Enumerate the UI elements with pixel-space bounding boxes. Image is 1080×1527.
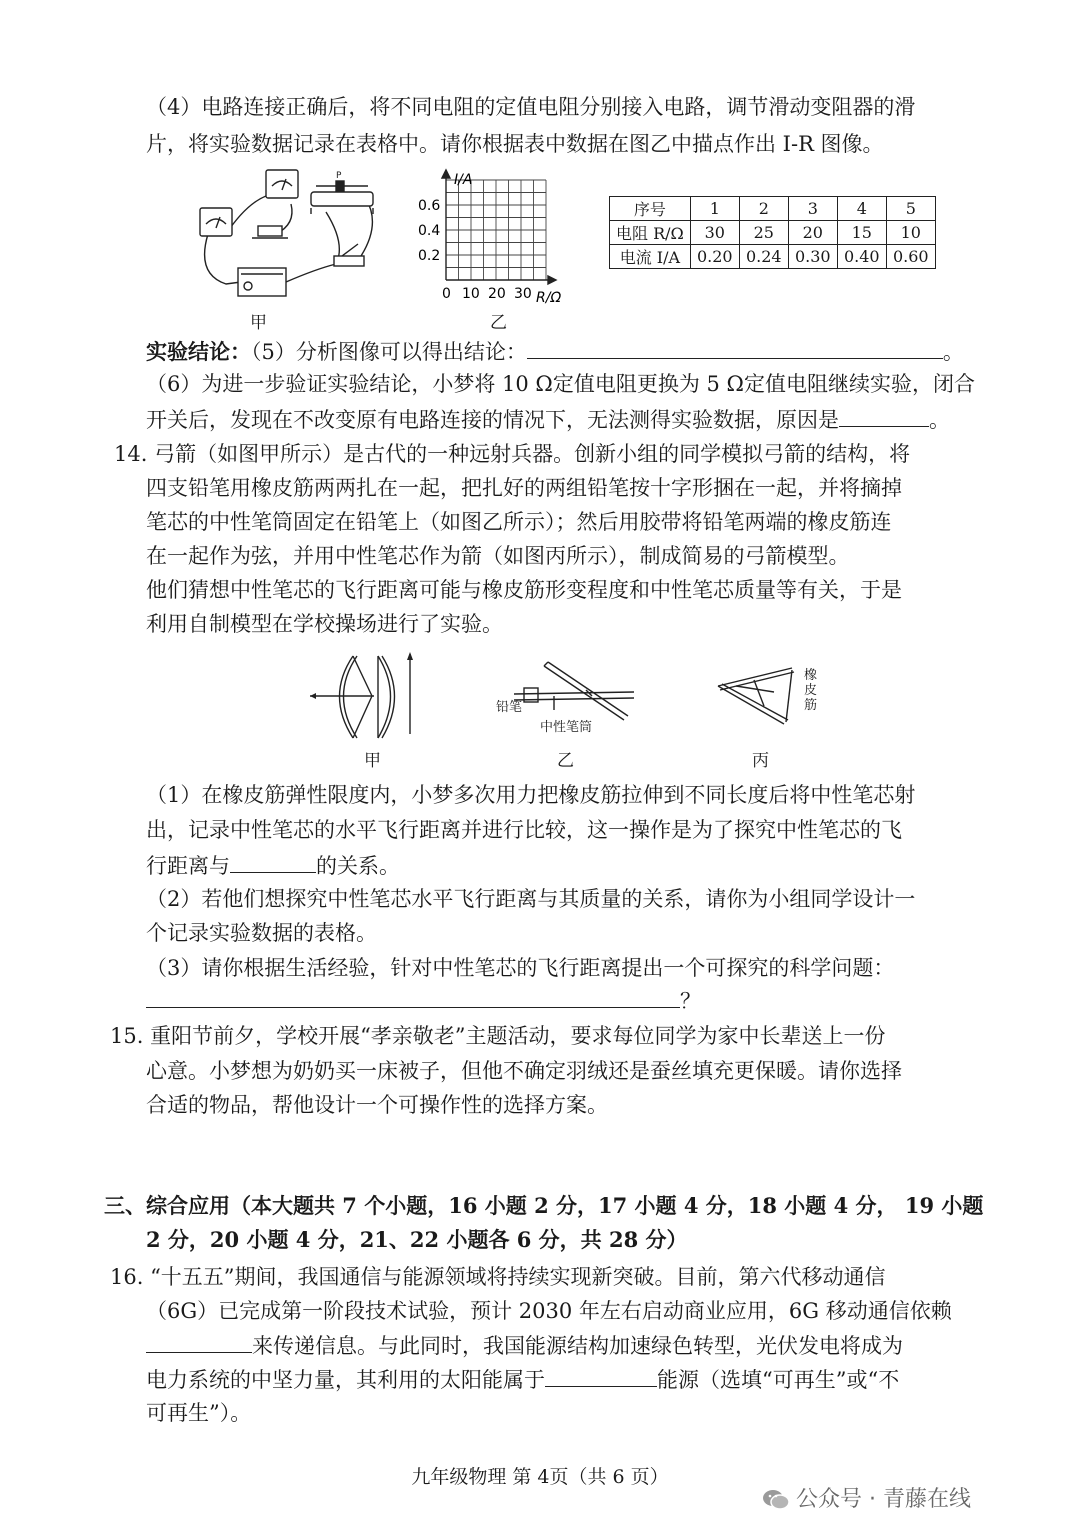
y-tick-0.6: 0.6 <box>418 198 441 214</box>
data-table <box>609 196 936 269</box>
svg-text:P: P <box>336 171 342 181</box>
q14-s2-line1: （2）若他们想探究中性笔芯水平飞行距离与其质量的关系，请你为小组同学设计一 <box>146 887 916 911</box>
wechat-icon <box>762 1488 790 1512</box>
table-cell: 0.24 <box>739 245 788 269</box>
q13-p6-line1: （6）为进一步验证实验结论，小梦将 10 Ω定值电阻更换为 5 Ω定值电阻继续实验，闭合 <box>146 372 975 396</box>
q14-line3: 笔芯的中性笔筒固定在铅笔上（如图乙所示）；然后用胶带将铅笔两端的橡皮筋连 <box>146 510 892 534</box>
q14-line2: 四支铅笔用橡皮筋两两扎在一起，把扎好的两组铅笔按十字形捆在一起，并将摘掉 <box>146 476 902 500</box>
i-r-graph <box>412 168 582 308</box>
q13-p4-line2: 片，将实验数据记录在表格中。请你根据表中数据在图乙中描点作出 I-R 图像。 <box>146 132 884 156</box>
table-cell: 20 <box>788 221 837 245</box>
table-header-cell: 3 <box>788 197 837 221</box>
x-tick-0: 0 <box>442 286 451 302</box>
table-header-cell: 4 <box>837 197 886 221</box>
fig-bing-caption: 丙 <box>752 751 769 771</box>
q16-line3 <box>146 1330 903 1361</box>
q13-p5-text: （5）分析图像可以得出结论： <box>251 340 527 364</box>
q14-s3-line2 <box>146 985 701 1016</box>
q13-p6-line2 <box>146 404 950 435</box>
q16-line4-text-b: 能源（选填“可再生”或“不 <box>657 1368 900 1392</box>
x-tick-20: 20 <box>488 286 506 302</box>
table-cell: 0.60 <box>886 245 935 269</box>
q13-p6-text: 开关后，发现在不改变原有电路连接的情况下，无法测得实验数据，原因是 <box>146 408 839 432</box>
table-header-cell: 序号 <box>610 197 691 221</box>
table-row <box>610 221 936 245</box>
q16-line3-text: 来传递信息。与此同时，我国能源结构加速绿色转型，光伏发电将成为 <box>252 1334 903 1358</box>
table-cell: 30 <box>690 221 739 245</box>
q13-p5-end: 。 <box>942 340 964 364</box>
table-cell: 电流 I/A <box>610 245 691 269</box>
q15-line1: 15. 重阳节前夕，学校开展“孝亲敬老”主题活动，要求每位同学为家中长辈送上一份 <box>110 1024 886 1048</box>
y-tick-0.2: 0.2 <box>418 248 441 264</box>
table-cell: 10 <box>886 221 935 245</box>
q13-p6-end: 。 <box>929 408 950 432</box>
fig-jia-caption-2: 甲 <box>364 751 381 771</box>
watermark-text: 公众号 · 青藤在线 <box>796 1487 971 1512</box>
q14-s3-line1: （3）请你根据生活经验，针对中性笔芯的飞行距离提出一个可探究的科学问题： <box>146 956 895 980</box>
table-header-cell: 5 <box>886 197 935 221</box>
table-cell: 25 <box>739 221 788 245</box>
y-tick-0.4: 0.4 <box>418 223 441 239</box>
q14-s1-line1: （1）在橡皮筋弹性限度内，小梦多次用力把橡皮筋拉伸到不同长度后将中性笔芯射 <box>146 783 916 807</box>
q14-line4: 在一起作为弦，并用中性笔芯作为箭（如图丙所示），制成简易的弓箭模型。 <box>146 544 850 568</box>
voltmeter <box>266 170 298 198</box>
table-row <box>610 197 936 221</box>
q16-line1: 16. “十五五”期间，我国通信与能源领域将持续实现新突破。目前，第六代移动通信 <box>110 1265 886 1289</box>
x-tick-30: 30 <box>514 286 532 302</box>
bow-model-figure <box>714 662 804 732</box>
table-cell: 0.30 <box>788 245 837 269</box>
q14-line6: 利用自制模型在学校操场进行了实验。 <box>146 612 503 636</box>
q13-p5-line <box>146 336 964 367</box>
table-header-cell: 1 <box>690 197 739 221</box>
answer-blank-p5[interactable] <box>527 336 943 359</box>
resistor <box>258 226 282 236</box>
q14-s2-line2: 个记录实验数据的表格。 <box>146 921 377 945</box>
section3-line1: 三、综合应用（本大题共 7 个小题，16 小题 2 分，17 小题 4 分，18 小题 4 分， 19 小题 <box>104 1193 984 1218</box>
section3-line2: 2 分，20 小题 4 分，21、22 小题各 6 分，共 28 分） <box>146 1227 688 1252</box>
label-pen-tube: 中性笔筒 <box>540 720 593 735</box>
q14-line5: 他们猜想中性笔芯的飞行距离可能与橡皮筋形变程度和中性笔芯质量等有关，于是 <box>146 578 902 602</box>
x-axis-label: R/Ω <box>536 290 562 306</box>
q14-s1-text-b: 的关系。 <box>316 854 400 878</box>
answer-blank-16-2[interactable] <box>545 1364 657 1387</box>
table-cell: 15 <box>837 221 886 245</box>
q14-s1-line2: 出，记录中性笔芯的水平飞行距离并进行比较，这一操作是为了探究中性笔芯的飞 <box>146 818 902 842</box>
answer-blank-14-1[interactable] <box>230 850 316 873</box>
fig-jia-caption-1: 甲 <box>250 313 267 333</box>
q16-line4 <box>146 1364 899 1395</box>
q14-s3-end: ？ <box>680 989 701 1013</box>
q16-line4-text-a: 电力系统的中坚力量，其利用的太阳能属于 <box>146 1368 545 1392</box>
power-supply <box>238 268 286 296</box>
switch <box>334 256 364 266</box>
watermark <box>762 1482 971 1513</box>
answer-blank-16-1[interactable] <box>146 1330 252 1353</box>
ammeter <box>200 208 232 236</box>
fig-yi-caption-1: 乙 <box>490 313 507 333</box>
rheostat <box>311 192 373 206</box>
circuit-figure <box>186 164 386 304</box>
q16-line5: 可再生”）。 <box>146 1401 252 1425</box>
q13-p4-line1: （4）电路连接正确后，将不同电阻的定值电阻分别接入电路，调节滑动变阻器的滑 <box>146 95 916 119</box>
y-axis-label: I/A <box>454 172 473 188</box>
table-cell: 0.20 <box>690 245 739 269</box>
label-rubber-band: 橡皮筋 <box>804 668 818 713</box>
bow-figure <box>308 652 418 742</box>
table-cell: 电阻 R/Ω <box>610 221 691 245</box>
answer-blank-p6[interactable] <box>839 404 929 427</box>
q16-line2: （6G）已完成第一阶段技术试验，预计 2030 年左右启动商业应用，6G 移动通信依赖 <box>146 1299 952 1323</box>
q14-s1-line3 <box>146 850 400 881</box>
table-row <box>610 245 936 269</box>
q14-s1-text-a: 行距离与 <box>146 854 230 878</box>
fig-yi-caption-2: 乙 <box>557 751 574 771</box>
x-tick-10: 10 <box>462 286 480 302</box>
page-footer: 九年级物理 第 4页（共 6 页） <box>411 1466 669 1488</box>
label-pencil: 铅笔 <box>496 700 523 715</box>
q15-line3: 合适的物品，帮他设计一个可操作性的选择方案。 <box>146 1093 608 1117</box>
q15-line2: 心意。小梦想为奶奶买一床被子，但他不确定羽绒还是蚕丝填充更保暖。请你选择 <box>146 1059 902 1083</box>
answer-blank-14-3[interactable] <box>146 985 680 1008</box>
table-header-cell: 2 <box>739 197 788 221</box>
table-cell: 0.40 <box>837 245 886 269</box>
conclusion-label: 实验结论： <box>146 339 251 364</box>
q14-line1: 14. 弓箭（如图甲所示）是古代的一种远射兵器。创新小组的同学模拟弓箭的结构，将 <box>114 442 911 466</box>
